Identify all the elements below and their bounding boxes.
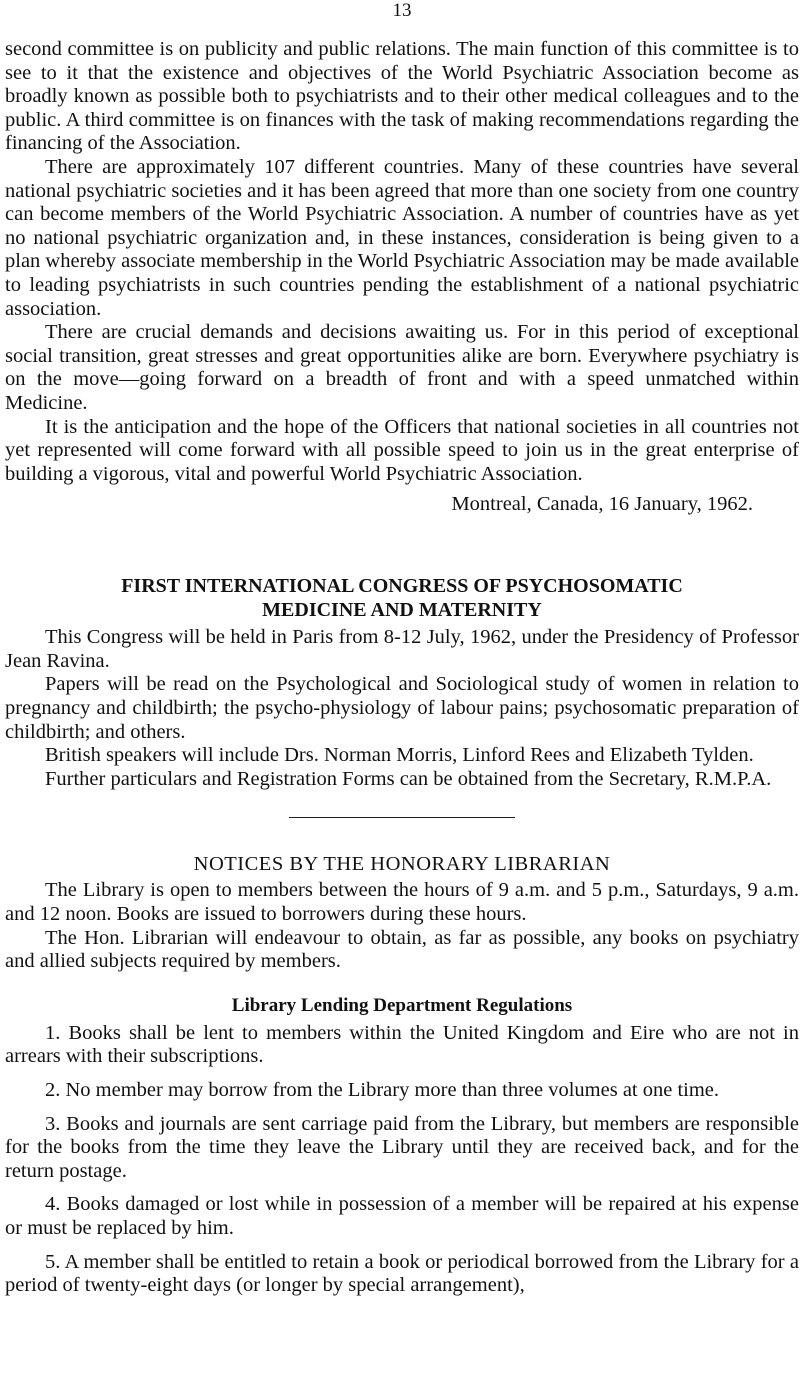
regulation-item: 3. Books and journals are sent carriage paid from the Library, but members are responsible for the books from the time they leave the Library until they are received back, and for the return postage. <box>5 1112 799 1182</box>
paragraph: The Library is open to members between the hours of 9 a.m. and 5 p.m., Saturdays, 9 a.m. and 12 noon. Books are issued to borrowers during these hours. <box>5 879 799 926</box>
regulation-item: 2. No member may borrow from the Library more than three volumes at one time. <box>45 1079 720 1101</box>
library-section <box>5 852 799 1297</box>
paragraph: British speakers will include Drs. Norman Morris, Linford Rees and Elizabeth Tylden. <box>45 744 754 767</box>
regulation-item: 4. Books damaged or lost while in possession of a member will be repaired at his expense or must be replaced by him. <box>5 1193 799 1239</box>
dateline: Montreal, Canada, 16 January, 1962. <box>451 493 753 516</box>
regulation-item: 5. A member shall be entitled to retain a book or periodical borrowed from the Library for a period of twenty-eight days (or longer by special arrangement), <box>5 1250 799 1297</box>
congress-heading-line: MEDICINE AND MATERNITY <box>262 599 542 622</box>
paragraph: This Congress will be held in Paris from 8-12 July, 1962, under the Presidency of Professor Jean Ravina. <box>5 626 799 672</box>
regulation-item: 1. Books shall be lent to members within the United Kingdom and Eire who are not in arrears with their subscriptions. <box>5 1021 799 1068</box>
library-heading: NOTICES BY THE HONORARY LIBRARIAN <box>193 853 611 876</box>
paragraph: second committee is on publicity and public relations. The main function of this committee is to see to it that the existence and objectives of the World Psychiatric Association become as broadly known as possible both to psychiatrists and to their other medical colleagues and to the public. A third committee is on finances with the task of making recommendations regarding the financing of the Association. <box>5 38 799 155</box>
paragraph: The Hon. Librarian will endeavour to obtain, as far as possible, any books on psychiatry and allied subjects required by members. <box>5 926 799 973</box>
paragraph: There are approximately 107 different countries. Many of these countries have several national psychiatric societies and it has been agreed that more than one society from one country can become members of the World Psychiatric Association. A number of countries have as yet no national psychiatric organization and, in these instances, consideration is being given to a plan whereby associate membership in the World Psychiatric Association may be made available to leading psychiatrists in such countries pending the establishment of a national psychiatric association. <box>5 155 799 320</box>
paragraph: Papers will be read on the Psychological and Sociological study of women in relation to pregnancy and childbirth; the psycho-physiology of labour pains; psychosomatic preparation of childbirth; and others. <box>5 673 799 743</box>
paragraph: Further particulars and Registration Forms can be obtained from the Secretary, R.M.P.A. <box>45 767 772 790</box>
paragraph: It is the anticipation and the hope of the Officers that national societies in all countries not yet represented will come forward with all possible speed to join us in the great enterprise of building a vigorous, vital and powerful World Psychiatric Association. <box>5 415 799 485</box>
regulations-heading: Library Lending Department Regulations <box>231 994 573 1016</box>
congress-heading-line: FIRST INTERNATIONAL CONGRESS OF PSYCHOSOMATIC <box>121 575 683 598</box>
page-number: 13 <box>392 0 412 21</box>
wpa-report-section <box>5 38 799 516</box>
section-divider <box>289 817 515 818</box>
paragraph: There are crucial demands and decisions awaiting us. For in this period of exceptional social transition, great stresses and great opportunities alike are born. Everywhere psychiatry is on the move—going forward on a breadth of front and with a speed unmatched within Medicine. <box>5 321 799 414</box>
congress-heading <box>5 574 799 622</box>
congress-section <box>5 574 799 791</box>
